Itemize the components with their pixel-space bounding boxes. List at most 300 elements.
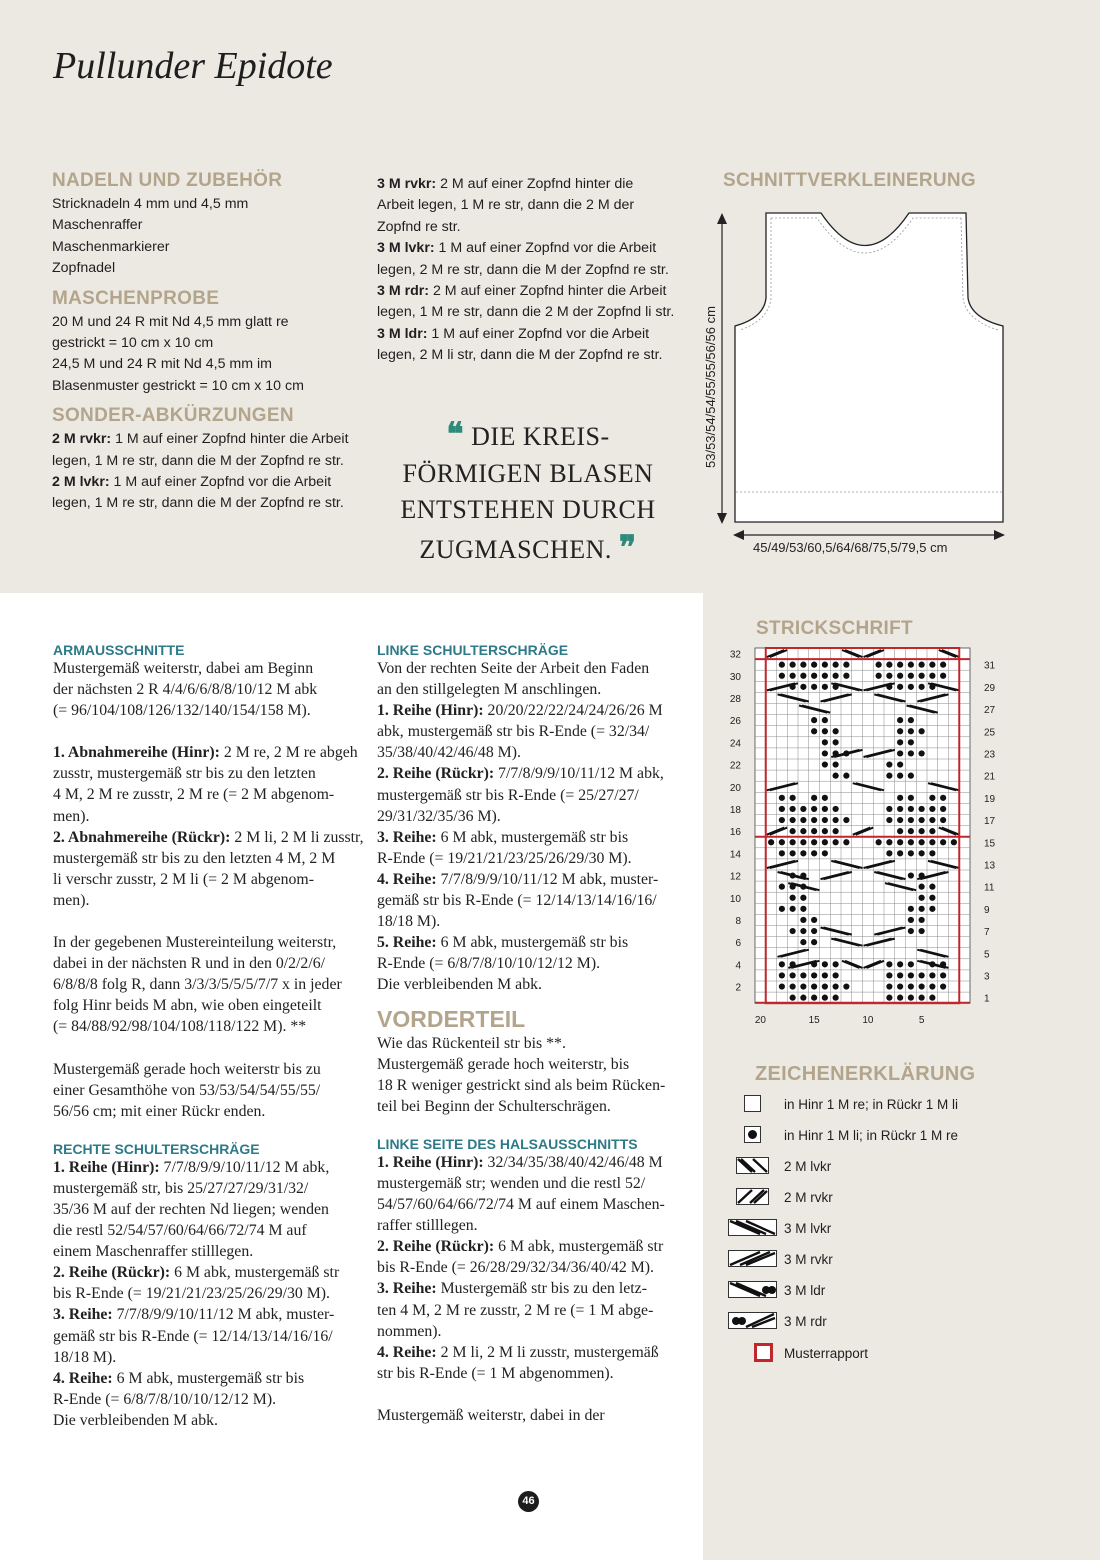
chart-row-label: 6	[735, 938, 741, 950]
rechte-schulter-text	[53, 1157, 364, 1431]
hals-text	[377, 1152, 665, 1426]
text-line: die restl 52/54/57/60/64/66/72/74 M auf	[53, 1222, 307, 1240]
chart-row-label: 28	[729, 693, 741, 705]
text-line: mustergemäß str bis zu den letzten 4 M, 2 M	[53, 849, 336, 867]
maschenprobe-heading: MASCHENPROBE	[52, 287, 220, 309]
chart-dot	[822, 673, 828, 679]
legend-label: 2 M lvkr	[784, 1158, 832, 1174]
text-line: 7/7/8/9/9/10/11/12 M abk, muster-	[436, 870, 659, 888]
chart-dot	[940, 662, 946, 668]
chart-dot	[800, 806, 806, 812]
chart-dot	[833, 673, 839, 679]
chart-dot	[768, 839, 774, 845]
rechte-schulter-heading: RECHTE SCHULTERSCHRÄGE	[53, 1140, 260, 1157]
chart-dot	[822, 817, 828, 823]
text-line: Mustergemäß gerade hoch weiterstr bis zu	[53, 1060, 321, 1078]
text-line: 18/18 M).	[53, 1348, 117, 1366]
legend-label: 3 M rvkr	[784, 1251, 833, 1267]
chart-row-label: 24	[729, 738, 741, 750]
chart-dot	[779, 884, 785, 890]
legend-label: 3 M lvkr	[784, 1220, 832, 1236]
3-m-lvkr-icon	[728, 1219, 778, 1237]
chart-dot	[897, 806, 903, 812]
maschenprobe-line: Blasenmuster gestrickt = 10 cm x 10 cm	[52, 377, 304, 394]
chart-dot	[833, 983, 839, 989]
text-line: 2 M li, 2 M li zusstr, mustergemäß	[436, 1343, 659, 1361]
chart-row-label: 7	[984, 927, 990, 939]
chart-row-label: 21	[984, 771, 996, 783]
linke-schulter-text	[377, 658, 665, 996]
text-line: 6 M abk, mustergemäß str bis	[436, 828, 629, 846]
text-line: 18 R weniger gestrickt sind als beim Rücken-	[377, 1076, 666, 1094]
chart-dot	[940, 795, 946, 801]
chart-dot	[897, 750, 903, 756]
empty-square-icon	[744, 1095, 762, 1113]
text-line: gemäß str bis R-Ende (= 12/14/13/14/16/16/	[377, 892, 657, 910]
chart-dot	[919, 828, 925, 834]
chart-dot	[833, 761, 839, 767]
chart-row-label: 13	[984, 860, 996, 872]
maschenprobe-line: 24,5 M und 24 R mit Nd 4,5 mm im	[52, 356, 272, 373]
chart-dot	[919, 839, 925, 845]
text-line: 6 M abk, mustergemäß str	[170, 1264, 340, 1282]
2-m-rvkr-icon	[736, 1188, 770, 1206]
chart-dot	[811, 939, 817, 945]
chart-row-label: 8	[735, 915, 741, 927]
dot-square-icon	[744, 1126, 762, 1144]
text-line: ten 4 M, 2 M re zusstr, 2 M re (= 1 M abge-	[377, 1301, 654, 1319]
text-line: 6/8/8/8 folg R, dann 3/3/3/5/5/5/7/7 x in jeder	[53, 976, 342, 994]
chart-dot	[897, 717, 903, 723]
chart-dot	[886, 961, 892, 967]
chart-dot	[897, 773, 903, 779]
width-label: 45/49/53/60,5/64/68/75,5/79,5 cm	[753, 540, 948, 555]
chart-dot	[908, 750, 914, 756]
chart-dot	[929, 839, 935, 845]
chart-dot	[800, 972, 806, 978]
chart-dot	[800, 928, 806, 934]
chart-dot	[779, 983, 785, 989]
linke-schulter-heading: LINKE SCHULTERSCHRÄGE	[377, 642, 569, 658]
legend-item-empty	[722, 1095, 958, 1113]
lower-column-1	[53, 642, 364, 1431]
text-line: Mustergemäß gerade hoch weiterstr, bis	[377, 1055, 630, 1073]
text-line: Mustergemäß weiterstr, dabei am Beginn	[53, 660, 314, 677]
row-label: 4. Reihe:	[377, 870, 437, 888]
chart-dot	[919, 673, 925, 679]
chart-dot	[811, 983, 817, 989]
chart-dot	[908, 850, 914, 856]
chart-row-label: 23	[984, 749, 996, 761]
row-label: 2. Reihe (Rückr):	[377, 765, 495, 783]
row-label: 4. Reihe:	[53, 1369, 113, 1387]
text-line: 54/57/60/64/66/72/74 M auf einem Maschen-	[377, 1196, 665, 1214]
chart-dot	[790, 795, 796, 801]
chart-dot	[779, 795, 785, 801]
3-m-ldr-icon	[728, 1281, 778, 1299]
chart-row-label: 19	[984, 793, 996, 805]
text-line: str bis R-Ende (= 1 M abgenommen).	[377, 1364, 614, 1382]
chart-row-label: 4	[735, 960, 741, 972]
text-line: R-Ende (= 19/21/21/23/25/26/29/30 M).	[377, 849, 632, 867]
chart-dot	[919, 684, 925, 690]
text-line: bis R-Ende (= 19/21/21/23/25/26/29/30 M).	[53, 1285, 331, 1303]
chart-dot	[800, 673, 806, 679]
chart-dot	[940, 972, 946, 978]
chart-dot	[897, 684, 903, 690]
chart-dot	[886, 972, 892, 978]
chart-dot	[908, 795, 914, 801]
chart-dot	[929, 972, 935, 978]
chart-dot	[908, 684, 914, 690]
chart-dot	[811, 806, 817, 812]
chart-dot	[886, 773, 892, 779]
chart-row-label: 14	[729, 849, 741, 861]
chart-row-label: 16	[729, 827, 741, 839]
text-line: der nächsten 2 R 4/4/6/6/8/8/10/12 M abk	[53, 681, 318, 699]
legend-item-3mlvkr	[722, 1219, 831, 1237]
text-line: bis R-Ende (= 26/28/29/32/34/36/40/42 M).	[377, 1259, 655, 1277]
chart-dot	[886, 662, 892, 668]
abbr-term: 2 M lvkr:	[52, 474, 110, 491]
chart-dot	[929, 662, 935, 668]
chart-dot	[886, 817, 892, 823]
abbr-term: 3 M rdr:	[377, 283, 430, 300]
chart-dot	[800, 895, 806, 901]
chart-row-label: 18	[729, 804, 741, 816]
chart-dot	[790, 817, 796, 823]
sonder-text	[52, 429, 349, 515]
chart-row-label: 32	[729, 649, 741, 661]
vorderteil-heading: VORDERTEIL	[377, 1005, 526, 1032]
text-line: R-Ende (= 6/8/7/8/10/10/12/12 M).	[377, 955, 601, 973]
chart-dot	[811, 839, 817, 845]
row-label: 5. Reihe:	[377, 934, 437, 952]
chart-dot	[897, 961, 903, 967]
chart-dot	[876, 839, 882, 845]
legend-label: 2 M rvkr	[784, 1189, 833, 1205]
chart-dot	[833, 828, 839, 834]
chart-dot	[833, 817, 839, 823]
text-line: mustergemäß str bis R-Ende (= 25/27/27/	[377, 786, 639, 804]
chart-dot	[929, 673, 935, 679]
chart-dot	[790, 983, 796, 989]
schnitt-heading: SCHNITTVERKLEINERUNG	[723, 170, 977, 191]
chart-dot	[843, 983, 849, 989]
abbr-def: 1 M auf einer Zopfnd vor die Arbeit	[434, 240, 657, 257]
chart-dot	[908, 773, 914, 779]
text-line: einem Maschenraffer stilllegen.	[53, 1243, 254, 1261]
text-line: zusstr, mustergemäß str bis zu den letzten	[53, 765, 316, 783]
abbr-def: legen, 1 M re str, dann die M der Zopfnd re str.	[52, 495, 344, 512]
chart-dot	[876, 662, 882, 668]
chart-row-label: 29	[984, 682, 996, 694]
vorderteil-text	[377, 1033, 665, 1117]
chart-dot	[800, 828, 806, 834]
row-label: 1. Reihe (Hinr):	[53, 1158, 160, 1176]
height-label: 53/53/54/54/55/55/56/56 cm	[703, 306, 718, 468]
chart-dot	[919, 917, 925, 923]
legend-item-2mlvkr	[722, 1157, 831, 1175]
text-line: (= 84/88/92/98/104/108/118/122 M). **	[53, 1018, 307, 1036]
chart-dot	[908, 662, 914, 668]
text-line: 4 M, 2 M re zusstr, 2 M re (= 2 M abgenom-	[53, 786, 335, 804]
chart-dot	[800, 850, 806, 856]
chart-dot	[843, 773, 849, 779]
chart-dot	[843, 839, 849, 845]
chart-dot	[822, 828, 828, 834]
chart-dot	[843, 817, 849, 823]
legend-label: in Hinr 1 M li; in Rückr 1 M re	[784, 1127, 959, 1143]
chart-dot	[790, 850, 796, 856]
text-line: 6 M abk, mustergemäß str bis	[112, 1369, 305, 1387]
chart-dot	[908, 817, 914, 823]
text-line: nommen).	[377, 1322, 442, 1340]
chart-dot	[886, 850, 892, 856]
armausschnitte-text	[53, 658, 364, 1122]
chart-dot	[908, 961, 914, 967]
chart-dot	[800, 906, 806, 912]
chart-dot	[897, 739, 903, 745]
chart-dot	[822, 839, 828, 845]
chart-dot	[908, 828, 914, 834]
legend-item-dot	[722, 1126, 958, 1144]
chart-dot	[908, 806, 914, 812]
chart-dot	[779, 673, 785, 679]
nadeln-line: Maschenmarkierer	[52, 238, 170, 255]
chart-dot	[886, 761, 892, 767]
chart-dot	[929, 884, 935, 890]
chart-row-label: 26	[729, 716, 741, 728]
chart-col-label: 15	[808, 1015, 820, 1027]
chart-dot	[800, 662, 806, 668]
chart-row-label: 2	[735, 982, 741, 994]
text-line: R-Ende (= 6/8/7/8/10/10/12/12 M).	[53, 1390, 277, 1408]
chart-dot	[833, 972, 839, 978]
abbr-def: 2 M auf einer Zopfnd hinter die Arbeit	[429, 283, 667, 300]
text-line: teil bei Beginn der Schulterschrägen.	[377, 1097, 611, 1115]
chart-dot	[822, 850, 828, 856]
quote-line: DIE KREIS-	[471, 422, 610, 451]
chart-dot	[800, 817, 806, 823]
chart-dot	[779, 839, 785, 845]
text-line: mustergemäß str, bis 25/27/27/29/31/32/	[53, 1179, 309, 1197]
chart-dot	[779, 850, 785, 856]
text-line: Mustergemäß weiterstr, dabei in der	[377, 1406, 605, 1424]
row-label: 1. Reihe (Hinr):	[377, 1153, 484, 1171]
chart-dot	[919, 906, 925, 912]
chart-dot	[811, 972, 817, 978]
row-label: 3. Reihe:	[377, 828, 437, 846]
hals-heading: LINKE SEITE DES HALSAUSSCHNITTS	[377, 1135, 638, 1152]
chart-dot	[779, 817, 785, 823]
chart-dot	[919, 750, 925, 756]
legend-label: 3 M rdr	[784, 1313, 827, 1329]
3-m-rvkr-icon	[728, 1250, 778, 1268]
legend-item-3mrvkr	[722, 1250, 833, 1268]
chart-row-label: 27	[984, 705, 996, 717]
chart-dot	[940, 806, 946, 812]
chart-dot	[897, 972, 903, 978]
chart-dot	[886, 839, 892, 845]
chart-row-label: 5	[984, 949, 990, 961]
legend-label: in Hinr 1 M re; in Rückr 1 M li	[784, 1096, 959, 1112]
legend-item-3mrdr	[722, 1312, 827, 1330]
chart-dot	[811, 917, 817, 923]
chart-dot	[897, 795, 903, 801]
chart-dot	[790, 673, 796, 679]
text-line: men).	[53, 807, 90, 825]
text-line: gemäß str bis R-Ende (= 12/14/13/14/16/16/	[53, 1327, 333, 1345]
nadeln-heading: NADELN UND ZUBEHÖR	[52, 170, 283, 191]
chart-dot	[897, 817, 903, 823]
chart-dot	[822, 995, 828, 1001]
row-label: 2. Reihe (Rückr):	[53, 1264, 171, 1282]
chart-dot	[929, 895, 935, 901]
text-line: an den stillgelegten M anschlingen.	[377, 681, 602, 699]
row-label: 3. Reihe:	[53, 1306, 113, 1324]
chart-row-label: 10	[729, 893, 741, 905]
nadeln-line: Stricknadeln 4 mm und 4,5 mm	[52, 196, 249, 212]
chart-dot	[919, 928, 925, 934]
text-line: abk, mustergemäß str bis R-Ende (= 32/34/	[377, 723, 650, 741]
chart-dot	[833, 806, 839, 812]
chart-dot	[908, 717, 914, 723]
chart-dot	[886, 673, 892, 679]
chart-dot	[908, 673, 914, 679]
chart-dot	[790, 839, 796, 845]
abbr-def: legen, 2 M re str, dann die M der Zopfnd re str.	[377, 261, 669, 278]
maschenprobe-text	[52, 312, 349, 398]
chart-dot	[800, 983, 806, 989]
knitting-chart	[705, 638, 1100, 1028]
text-line: mustergemäß str; wenden und die restl 52/	[377, 1174, 646, 1192]
armausschnitte-heading: ARMAUSSCHNITTE	[53, 642, 185, 658]
chart-dot	[929, 850, 935, 856]
chart-dot	[811, 728, 817, 734]
legend-label: 3 M ldr	[784, 1282, 826, 1298]
3-m-rdr-icon	[728, 1312, 778, 1330]
chart-dot	[897, 761, 903, 767]
chart-dot	[822, 795, 828, 801]
chart-dot	[951, 839, 957, 845]
chart-dot	[843, 673, 849, 679]
chart-dot	[790, 806, 796, 812]
chart-col-label: 10	[862, 1015, 874, 1027]
chart-dot	[833, 961, 839, 967]
abbr-term: 3 M ldr:	[377, 325, 428, 342]
abbr-def: legen, 1 M re str, dann die M der Zopfnd re str.	[52, 452, 344, 469]
chart-dot	[800, 917, 806, 923]
text-line: 7/7/8/9/9/10/11/12 M abk,	[159, 1158, 330, 1176]
chart-dot	[919, 806, 925, 812]
row-label: 2. Reihe (Rückr):	[377, 1238, 495, 1256]
row-label: 1. Reihe (Hinr):	[377, 702, 484, 720]
text-line: 2 M li, 2 M li zusstr,	[230, 828, 364, 846]
text-line: 56/56 cm; mit einer Rückr enden.	[53, 1102, 266, 1120]
quote-line: FÖRMIGEN BLASEN	[402, 458, 654, 488]
chart-dot	[822, 761, 828, 767]
chart-dot	[929, 795, 935, 801]
text-line: 2 M re, 2 M re abgeh	[219, 744, 358, 762]
chart-dot	[919, 895, 925, 901]
chart-dot	[929, 828, 935, 834]
page-number: 46	[518, 1491, 539, 1512]
chart-dot	[811, 795, 817, 801]
chart-dot	[897, 828, 903, 834]
chart-dot	[822, 750, 828, 756]
chart-dot	[929, 806, 935, 812]
chart-dot	[811, 828, 817, 834]
chart-dot	[940, 673, 946, 679]
abbr-term: 3 M rvkr:	[377, 176, 437, 192]
nadeln-list	[52, 194, 349, 280]
chart-dot	[908, 739, 914, 745]
chart-dot	[822, 728, 828, 734]
text-line: 18/18 M).	[377, 913, 441, 931]
abbr-def: Arbeit legen, 1 M re str, dann die 2 M der	[377, 197, 635, 214]
chart-row-label: 20	[729, 782, 741, 794]
chart-row-label: 11	[984, 882, 995, 894]
chart-dot	[897, 673, 903, 679]
quote-line: ZUGMASCHEN.	[419, 534, 612, 564]
strickschrift-heading: STRICKSCHRIFT	[756, 618, 913, 639]
chart-dot	[908, 995, 914, 1001]
chart-dot	[886, 983, 892, 989]
text-line: raffer stilllegen.	[377, 1217, 478, 1235]
lower-column-2	[377, 642, 665, 1426]
chart-dot	[822, 972, 828, 978]
text-line: 35/38/40/42/46/48 M).	[377, 744, 521, 762]
chart-dot	[811, 673, 817, 679]
chart-dot	[800, 684, 806, 690]
chart-row-label: 3	[984, 971, 990, 983]
chart-dot	[833, 739, 839, 745]
maschenprobe-line: gestrickt = 10 cm x 10 cm	[52, 335, 214, 352]
text-line: einer Gesamthöhe von 53/53/54/54/55/55/	[53, 1081, 321, 1099]
chart-dot	[811, 850, 817, 856]
chart-dot	[779, 972, 785, 978]
chart-dot	[908, 972, 914, 978]
chart-dot	[790, 895, 796, 901]
row-label: 3. Reihe:	[377, 1280, 437, 1298]
row-label: 4. Reihe:	[377, 1343, 437, 1361]
page-title: Pullunder Epidote	[53, 45, 333, 87]
chart-dot	[811, 928, 817, 934]
chart-dot	[886, 806, 892, 812]
chart-dot	[908, 872, 914, 878]
chart-dot	[897, 662, 903, 668]
chart-dot	[790, 995, 796, 1001]
chart-dot	[811, 717, 817, 723]
chart-dot	[833, 728, 839, 734]
abbr-def: legen, 1 M re str, dann die 2 M der Zopfnd li str.	[377, 304, 675, 321]
text-line: In der gegebenen Mustereinteilung weiterstr,	[53, 934, 337, 952]
chart-dot	[919, 972, 925, 978]
chart-dot	[811, 684, 817, 690]
chart-dot	[779, 961, 785, 967]
chart-dot	[940, 839, 946, 845]
chart-dot	[822, 739, 828, 745]
chart-dot	[790, 662, 796, 668]
chart-row-label: 9	[984, 904, 990, 916]
abbr-def: 1 M auf einer Zopfnd vor die Arbeit	[427, 325, 650, 342]
row-label: 1. Abnahmereihe (Hinr):	[53, 744, 220, 762]
chart-dot	[919, 728, 925, 734]
text-line: Mustergemäß str bis zu den letz-	[436, 1280, 647, 1298]
chart-dot	[779, 806, 785, 812]
text-line: 7/7/8/9/9/10/11/12 M abk, muster-	[112, 1306, 335, 1324]
